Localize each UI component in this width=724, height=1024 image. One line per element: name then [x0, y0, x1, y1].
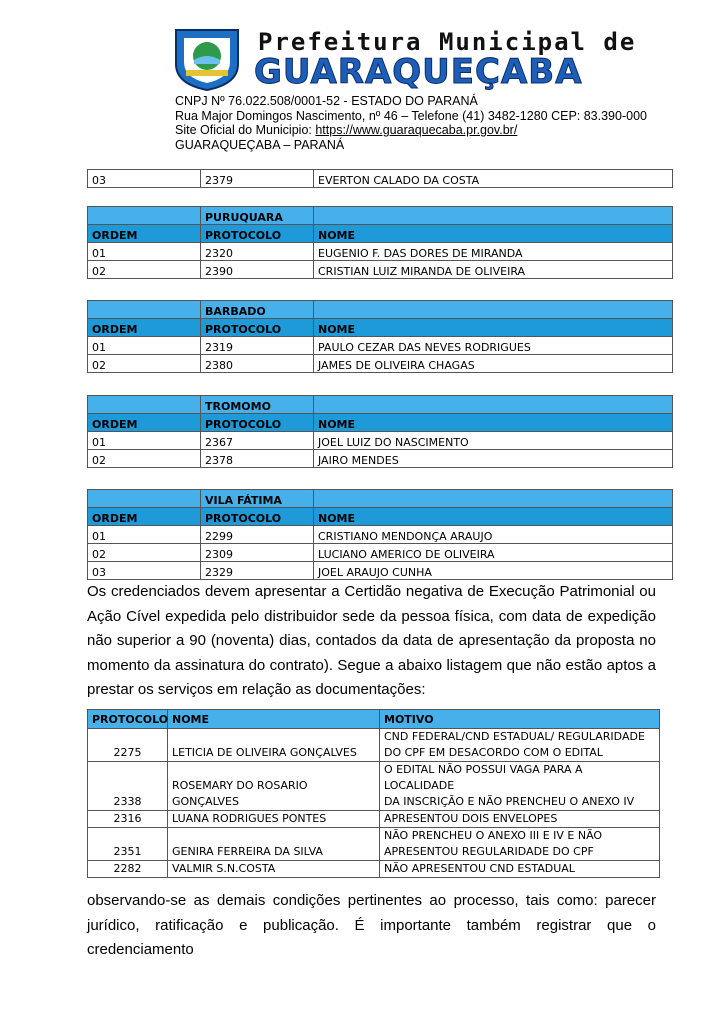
cell-protocolo: 2329 — [201, 562, 314, 580]
cell-protocolo: 2282 — [88, 861, 168, 878]
header-title-line2: GUARAQUEÇABA — [254, 52, 583, 92]
cell-nome: JAIRO MENDES — [314, 450, 673, 468]
header-row — [88, 710, 660, 729]
cell-nome: JAMES DE OLIVEIRA CHAGAS — [314, 355, 673, 373]
group-table-vila-fatima — [87, 489, 673, 580]
table-row — [88, 544, 673, 562]
cell-motivo — [380, 762, 660, 811]
table-row — [88, 562, 673, 580]
table-row — [88, 337, 673, 355]
cell-protocolo: 2380 — [201, 355, 314, 373]
col-protocolo: PROTOCOLO — [201, 319, 314, 337]
locality-name: VILA FÁTIMA — [201, 490, 314, 508]
header-row — [88, 225, 673, 243]
header-address: Rua Major Domingos Nascimento, nº 46 – Telefone (41) 3482-1280 CEP: 83.390-000 — [175, 108, 647, 123]
cell-protocolo: 2390 — [201, 261, 314, 279]
header-city: GUARAQUEÇABA – PARANÁ — [175, 137, 345, 152]
locality-name: PURUQUARA — [201, 207, 314, 225]
cell-protocolo: 2378 — [201, 450, 314, 468]
table-row — [88, 243, 673, 261]
col-ordem: ORDEM — [88, 508, 201, 526]
col-nome: NOME — [314, 225, 673, 243]
cell-protocolo: 2379 — [201, 170, 314, 188]
cell-motivo — [380, 861, 660, 878]
header-site-label: Site Oficial do Municipio: — [175, 123, 316, 137]
col-motivo: MOTIVO — [380, 710, 660, 729]
col-ordem: ORDEM — [88, 414, 201, 432]
cell-protocolo: 2320 — [201, 243, 314, 261]
paragraph-requirements: Os credenciados devem apresentar a Certidão negativa de Execução Patrimonial ou Ação Cível expedida pelo distribuidor sede da pessoa física, com data de expedição não superior a 90 (noventa) dias, contados da data de apresentação da proposta no momento da assinatura do contrato). Segue a abaixo listagem que não estão aptos a prestar os serviços em relação as documentações: — [87, 583, 656, 698]
continuation-table — [87, 169, 673, 188]
cell-protocolo: 2319 — [201, 337, 314, 355]
motivo-line: CND FEDERAL/CND ESTADUAL/ REGULARIDADE — [384, 730, 645, 743]
header-cnpj: CNPJ Nº 76.022.508/0001-52 - ESTADO DO PARANÁ — [175, 94, 478, 108]
table-row — [88, 828, 660, 861]
motivo-line: DA INSCRIÇÃO E NÃO PRENCHEU O ANEXO IV — [384, 795, 635, 808]
cell-motivo — [380, 729, 660, 762]
cell-protocolo: 2316 — [88, 811, 168, 828]
locality-row — [88, 396, 673, 414]
cell-ordem: 01 — [88, 526, 201, 544]
table-row — [88, 355, 673, 373]
header-info — [175, 94, 647, 152]
cell-motivo — [380, 811, 660, 828]
table-row — [88, 526, 673, 544]
cell-protocolo: 2299 — [201, 526, 314, 544]
header-row — [88, 319, 673, 337]
locality-name: BARBADO — [201, 301, 314, 319]
col-protocolo: PROTOCOLO — [201, 508, 314, 526]
cell-motivo — [380, 828, 660, 861]
motivo-line: O EDITAL NÃO POSSUI VAGA PARA A LOCALIDADE — [384, 763, 583, 792]
header-row — [88, 508, 673, 526]
col-ordem: ORDEM — [88, 225, 201, 243]
motivo-line: APRESENTOU REGULARIDADE DO CPF — [384, 845, 594, 858]
locality-row — [88, 490, 673, 508]
group-table-barbado — [87, 300, 673, 373]
table-row — [88, 762, 660, 811]
cell-nome: CRISTIAN LUIZ MIRANDA DE OLIVEIRA — [314, 261, 673, 279]
paragraph-conditions: observando-se as demais condições pertinentes ao processo, tais como: parecer jurídico, ratificação e publicação. É importante também registrar que o credenciamento — [87, 892, 656, 958]
locality-row — [88, 207, 673, 225]
table-row — [88, 450, 673, 468]
group-table-puruquara — [87, 206, 673, 279]
cell-nome: ROSEMARY DO ROSARIO GONÇALVES — [168, 762, 380, 811]
cell-nome: EUGENIO F. DAS DORES DE MIRANDA — [314, 243, 673, 261]
cell-protocolo: 2275 — [88, 729, 168, 762]
col-nome: NOME — [314, 414, 673, 432]
col-protocolo: PROTOCOLO — [201, 225, 314, 243]
cell-protocolo: 2351 — [88, 828, 168, 861]
motivo-line: APRESENTOU DOIS ENVELOPES — [384, 812, 558, 825]
table-row — [88, 170, 673, 188]
table-row — [88, 811, 660, 828]
cell-protocolo: 2338 — [88, 762, 168, 811]
col-nome: NOME — [314, 319, 673, 337]
cell-ordem: 02 — [88, 450, 201, 468]
cell-nome: PAULO CEZAR DAS NEVES RODRIGUES — [314, 337, 673, 355]
motivo-line: NÃO APRESENTOU CND ESTADUAL — [384, 862, 575, 875]
rejected-table — [87, 709, 660, 878]
municipal-crest-icon — [172, 26, 242, 92]
cell-ordem: 02 — [88, 544, 201, 562]
cell-nome: GENIRA FERREIRA DA SILVA — [168, 828, 380, 861]
table-row — [88, 261, 673, 279]
cell-nome: EVERTON CALADO DA COSTA — [314, 170, 673, 188]
table-row — [88, 432, 673, 450]
header-site — [175, 123, 647, 138]
cell-nome: CRISTIANO MENDONÇA ARAUJO — [314, 526, 673, 544]
cell-ordem: 01 — [88, 243, 201, 261]
cell-nome: LUANA RODRIGUES PONTES — [168, 811, 380, 828]
motivo-line: NÃO PRENCHEU O ANEXO III E IV E NÃO — [384, 829, 603, 842]
cell-ordem: 03 — [88, 562, 201, 580]
cell-nome: LUCIANO AMERICO DE OLIVEIRA — [314, 544, 673, 562]
header-row — [88, 414, 673, 432]
cell-ordem: 02 — [88, 261, 201, 279]
col-protocolo: PROTOCOLO — [201, 414, 314, 432]
cell-nome: LETICIA DE OLIVEIRA GONÇALVES — [168, 729, 380, 762]
col-protocolo: PROTOCOLO — [88, 710, 168, 729]
letterhead — [0, 0, 724, 160]
cell-ordem: 03 — [88, 170, 201, 188]
cell-ordem: 02 — [88, 355, 201, 373]
header-title-line1: Prefeitura Municipal de — [258, 28, 637, 56]
motivo-line: DO CPF EM DESACORDO COM O EDITAL — [384, 746, 603, 759]
locality-row — [88, 301, 673, 319]
group-table-tromomo — [87, 395, 673, 468]
locality-name: TROMOMO — [201, 396, 314, 414]
cell-nome: VALMIR S.N.COSTA — [168, 861, 380, 878]
table-row — [88, 861, 660, 878]
cell-protocolo: 2367 — [201, 432, 314, 450]
cell-nome: JOEL ARAUJO CUNHA — [314, 562, 673, 580]
cell-ordem: 01 — [88, 432, 201, 450]
col-nome: NOME — [314, 508, 673, 526]
col-nome: NOME — [168, 710, 380, 729]
site-link[interactable]: https://www.guaraquecaba.pr.gov.br/ — [315, 123, 518, 137]
cell-nome: JOEL LUIZ DO NASCIMENTO — [314, 432, 673, 450]
table-row — [88, 729, 660, 762]
cell-ordem: 01 — [88, 337, 201, 355]
col-ordem: ORDEM — [88, 319, 201, 337]
cell-protocolo: 2309 — [201, 544, 314, 562]
